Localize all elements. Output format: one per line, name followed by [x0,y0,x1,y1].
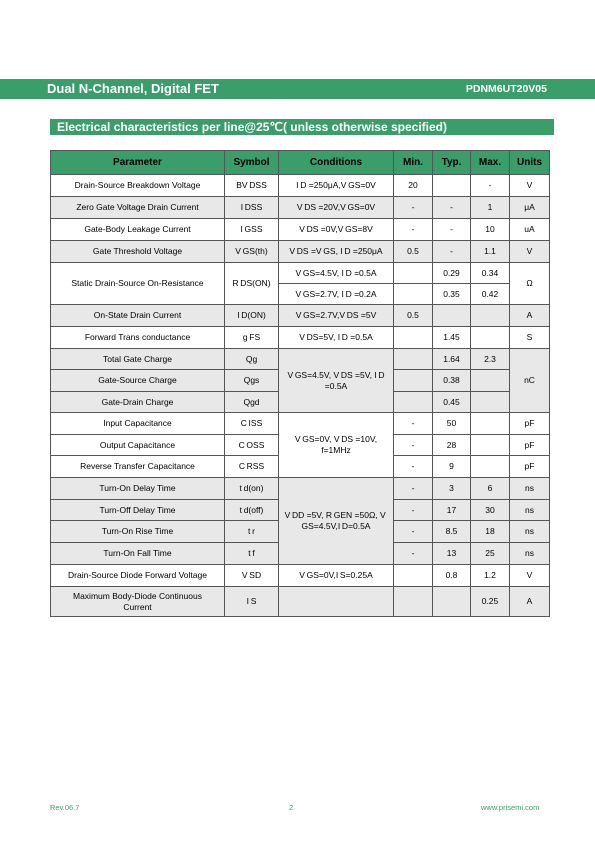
typ-cell: - [433,219,471,241]
max-cell: 2.3 [471,349,510,370]
header-bar [0,79,595,99]
param-cell: Gate Threshold Voltage [51,241,225,263]
min-cell: - [394,435,433,456]
cond-cell: V GS=2.7V,V DS =5V [279,305,394,327]
table-row [51,349,550,370]
cond-cell: V GS=4.5V, V DS =5V, I D =0.5A [279,349,394,413]
min-cell [394,392,433,413]
part-number: PDNM6UT20V05 [465,83,547,95]
param-cell: Total Gate Charge [51,349,225,370]
min-cell [394,587,433,617]
max-cell [471,370,510,392]
min-cell: 20 [394,175,433,197]
param-cell: Turn-On Fall Time [51,543,225,565]
symbol-cell: t d(off) [225,500,279,521]
param-cell: Drain-Source Breakdown Voltage [51,175,225,197]
min-cell: - [394,543,433,565]
table-row [51,219,550,241]
symbol-cell: Qg [225,349,279,370]
cond-cell [279,587,394,617]
param-cell: Turn-On Rise Time [51,521,225,543]
symbol-cell: t d(on) [225,478,279,500]
symbol-cell: I DSS [225,197,279,219]
cond-cell: V DS =20V,V GS=0V [279,197,394,219]
table-row [51,305,550,327]
unit-cell: V [510,241,550,263]
max-cell [471,392,510,413]
symbol-cell: Qgs [225,370,279,392]
unit-cell: A [510,305,550,327]
param-cell: Drain-Source Diode Forward Voltage [51,565,225,587]
unit-cell: pF [510,413,550,435]
unit-cell: uA [510,219,550,241]
max-cell [471,413,510,435]
col-header: Conditions [279,151,394,175]
max-cell: 25 [471,543,510,565]
symbol-cell: V SD [225,565,279,587]
max-cell [471,305,510,327]
typ-cell: 0.8 [433,565,471,587]
typ-cell: 13 [433,543,471,565]
section-heading [50,119,554,135]
min-cell: - [394,413,433,435]
symbol-cell: V GS(th) [225,241,279,263]
max-cell: 0.34 [471,263,510,284]
cond-cell: V GS=2.7V, I D =0.2A [279,284,394,305]
param-cell: On-State Drain Current [51,305,225,327]
symbol-cell: C OSS [225,435,279,456]
unit-cell: pF [510,456,550,478]
table-row [51,565,550,587]
page-number: 2 [289,803,294,812]
typ-cell [433,305,471,327]
typ-cell [433,175,471,197]
max-cell: 0.25 [471,587,510,617]
table-row [51,587,550,617]
table-row [51,327,550,349]
col-header: Typ. [433,151,471,175]
symbol-cell: C RSS [225,456,279,478]
unit-cell: ns [510,543,550,565]
min-cell [394,370,433,392]
cond-cell: V DS =0V,V GS=8V [279,219,394,241]
unit-cell: pF [510,435,550,456]
symbol-cell: t r [225,521,279,543]
revision-label: Rev.06.7 [50,803,80,812]
typ-cell: 0.45 [433,392,471,413]
max-cell: 0.42 [471,284,510,305]
symbol-cell: BV DSS [225,175,279,197]
symbol-cell: I S [225,587,279,617]
typ-cell: 0.29 [433,263,471,284]
typ-cell: 3 [433,478,471,500]
param-cell: Gate-Drain Charge [51,392,225,413]
min-cell: 0.5 [394,305,433,327]
symbol-cell: R DS(ON) [225,263,279,305]
col-header: Parameter [51,151,225,175]
symbol-cell: t f [225,543,279,565]
min-cell: - [394,219,433,241]
param-cell: Forward Trans conductance [51,327,225,349]
param-cell: Zero Gate Voltage Drain Current [51,197,225,219]
typ-cell: 0.35 [433,284,471,305]
cond-cell: V GS=0V,I S=0.25A [279,565,394,587]
unit-cell: V [510,565,550,587]
unit-cell: A [510,587,550,617]
max-cell [471,456,510,478]
max-cell: 30 [471,500,510,521]
unit-cell: nC [510,349,550,413]
typ-cell: 0.38 [433,370,471,392]
cond-cell: V DS =V GS, I D =250μA [279,241,394,263]
typ-cell: 9 [433,456,471,478]
table-row [51,241,550,263]
cond-cell: V DD =5V, R GEN =50Ω, V GS=4.5V,I D=0.5A [279,478,394,565]
param-cell: Gate-Source Charge [51,370,225,392]
unit-cell: Ω [510,263,550,305]
max-cell: 10 [471,219,510,241]
typ-cell: 1.45 [433,327,471,349]
max-cell: 1.1 [471,241,510,263]
symbol-cell: g FS [225,327,279,349]
unit-cell: ns [510,500,550,521]
unit-cell: S [510,327,550,349]
col-header: Symbol [225,151,279,175]
min-cell: 0.5 [394,241,433,263]
min-cell: - [394,197,433,219]
typ-cell: 8.5 [433,521,471,543]
typ-cell [433,587,471,617]
max-cell: 1 [471,197,510,219]
symbol-cell: C ISS [225,413,279,435]
table-row [51,413,550,435]
max-cell: 18 [471,521,510,543]
max-cell: 6 [471,478,510,500]
max-cell: - [471,175,510,197]
param-cell: Input Capacitance [51,413,225,435]
cond-cell: I D =250μA,V GS=0V [279,175,394,197]
min-cell [394,263,433,284]
symbol-cell: I GSS [225,219,279,241]
table-row [51,197,550,219]
table-header-row [51,151,550,175]
typ-cell: 1.64 [433,349,471,370]
section-title: Electrical characteristics per line@25℃( unless otherwise specified) [57,120,448,134]
param-cell: Reverse Transfer Capacitance [51,456,225,478]
typ-cell: 28 [433,435,471,456]
table-row [51,263,550,284]
typ-cell: 17 [433,500,471,521]
min-cell [394,565,433,587]
unit-cell: ns [510,521,550,543]
param-cell: Output Capacitance [51,435,225,456]
col-header: Max. [471,151,510,175]
param-cell: Gate-Body Leakage Current [51,219,225,241]
param-cell: Turn-Off Delay Time [51,500,225,521]
document-title: Dual N-Channel, Digital FET [47,81,219,96]
unit-cell: ns [510,478,550,500]
max-cell: 1.2 [471,565,510,587]
min-cell: - [394,478,433,500]
min-cell [394,284,433,305]
cond-cell: V GS=4.5V, I D =0.5A [279,263,394,284]
min-cell [394,349,433,370]
min-cell: - [394,500,433,521]
col-header: Min. [394,151,433,175]
typ-cell: - [433,197,471,219]
cond-cell: V GS=0V, V DS =10V, f=1MHz [279,413,394,478]
symbol-cell: Qgd [225,392,279,413]
param-cell: Maximum Body-Diode Continuous Current [51,587,225,617]
table-row [51,478,550,500]
max-cell [471,327,510,349]
symbol-cell: I D(ON) [225,305,279,327]
table-row [51,175,550,197]
cond-cell: V DS=5V, I D =0.5A [279,327,394,349]
param-cell: Static Drain-Source On-Resistance [51,263,225,305]
min-cell: - [394,521,433,543]
min-cell: - [394,456,433,478]
unit-cell: μA [510,197,550,219]
website-link[interactable]: www.prisemi.com [481,803,540,812]
characteristics-table [50,150,550,617]
unit-cell: V [510,175,550,197]
typ-cell: - [433,241,471,263]
typ-cell: 50 [433,413,471,435]
col-header: Units [510,151,550,175]
param-cell: Turn-On Delay Time [51,478,225,500]
max-cell [471,435,510,456]
min-cell [394,327,433,349]
